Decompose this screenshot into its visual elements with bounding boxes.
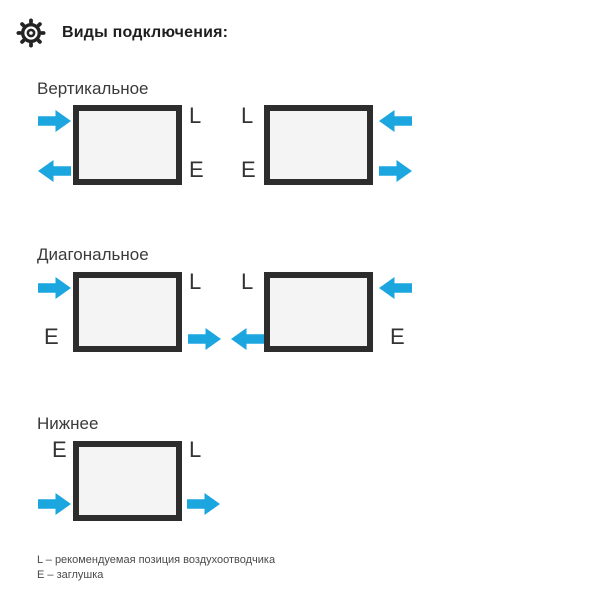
connection-point-label: E	[44, 324, 59, 349]
header	[16, 18, 228, 48]
legend-line-air-vent: L – рекомендуемая позиция воздухоотводчика	[37, 554, 276, 566]
radiator-box	[73, 272, 182, 352]
arrow-left-icon	[231, 328, 264, 350]
page-title: Виды подключения:	[62, 24, 229, 41]
arrow-right-icon	[379, 160, 412, 182]
arrow-right-icon	[188, 328, 221, 350]
legend	[37, 553, 275, 583]
section-label-vertical: Вертикальное	[37, 79, 149, 98]
arrow-left-icon	[379, 110, 412, 132]
arrow-right-icon	[187, 493, 220, 515]
connection-point-label: L	[241, 269, 254, 294]
connection-point-label: L	[189, 103, 202, 128]
arrow-right-icon	[38, 277, 71, 299]
arrow-left-icon	[379, 277, 412, 299]
connection-point-label: E	[390, 324, 405, 349]
legend-line-plug: E – заглушка	[37, 569, 104, 581]
radiator-box	[73, 105, 182, 185]
section-label-diagonal: Диагональное	[37, 245, 149, 264]
radiator-box	[73, 441, 182, 521]
connection-point-label: E	[189, 157, 204, 182]
connection-point-label: E	[52, 437, 67, 462]
connection-point-label: L	[241, 103, 254, 128]
connection-point-label: L	[189, 437, 202, 462]
arrow-right-icon	[38, 110, 71, 132]
section-label-bottom: Нижнее	[37, 414, 99, 433]
arrow-left-icon	[38, 160, 71, 182]
connection-point-label: L	[189, 269, 202, 294]
arrow-right-icon	[38, 493, 71, 515]
gear-icon	[16, 18, 46, 48]
connection-point-label: E	[241, 157, 256, 182]
radiator-box	[264, 105, 373, 185]
radiator-box	[264, 272, 373, 352]
